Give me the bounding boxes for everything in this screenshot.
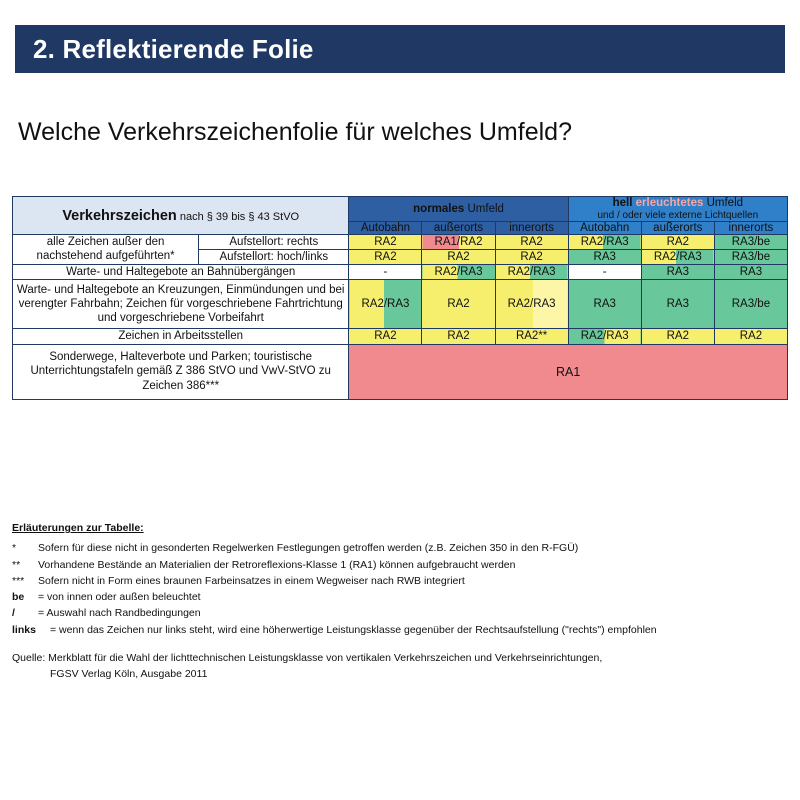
page-title: 2. Reflektierende Folie — [33, 33, 314, 64]
cell-r3-c4: - — [568, 264, 641, 279]
cell-r5-c6: RA2 — [714, 329, 787, 344]
sub-label-high-left: Aufstellort: hoch/links — [199, 249, 349, 264]
group-bright-thin: Umfeld — [703, 197, 744, 209]
cell-r3-c6: RA3 — [714, 264, 787, 279]
corner-subtitle: nach § 39 bis § 43 StVO — [176, 210, 300, 223]
table-row — [13, 344, 788, 399]
note-item — [12, 622, 792, 638]
note-item — [12, 573, 792, 589]
note-mark: links — [12, 623, 36, 636]
cell-r1-c5: RA2 — [641, 235, 714, 250]
col-header-ausserorts-normal: außerorts — [422, 222, 495, 235]
cell-r3-c3: RA2/RA3 — [495, 264, 568, 279]
group-normal-bold: normales — [413, 203, 465, 216]
col-header-innerorts-bright: innerorts — [714, 222, 787, 235]
col-header-ausserorts-bright: außerorts — [641, 222, 714, 235]
table-group-header-row — [13, 197, 788, 222]
row-label-all-signs: alle Zeichen außer den nachstehend aufgeführten* — [13, 235, 199, 265]
group-bright-sub: und / oder viele externe Lichtquellen — [597, 209, 759, 221]
cell-r5-c5: RA2 — [641, 329, 714, 344]
row-label-arbeitsstellen: Zeichen in Arbeitsstellen — [13, 329, 349, 344]
cell-r2-c2: RA2 — [422, 249, 495, 264]
cell-r4-c2: RA2 — [422, 280, 495, 329]
cell-r4-c3: RA2/RA3 — [495, 280, 568, 329]
cell-r3-c2: RA2/RA3 — [422, 264, 495, 279]
note-mark: * — [12, 542, 17, 555]
table-row — [13, 235, 788, 250]
cell-r4-c6: RA3/be — [714, 280, 787, 329]
note-text: = von innen oder außen beleuchtet — [38, 591, 201, 604]
cell-r1-c2: RA1/RA2 — [422, 235, 495, 250]
sub-label-right: Aufstellort: rechts — [199, 235, 349, 250]
cell-r2-c6: RA3/be — [714, 249, 787, 264]
col-header-autobahn-bright: Autobahn — [568, 222, 641, 235]
note-item — [12, 589, 792, 605]
cell-r2-c3: RA2 — [495, 249, 568, 264]
group-normal-thin: Umfeld — [464, 203, 504, 216]
cell-r2-c1: RA2 — [349, 249, 422, 264]
table-row — [13, 264, 788, 279]
row-label-sonderwege: Sonderwege, Halteverbote und Parken; touristische Unterrichtungstafeln gemäß Z 386 StVO und VwV-StVO zu Zeichen 386*** — [13, 344, 349, 399]
cell-r1-c6: RA3/be — [714, 235, 787, 250]
note-mark: ** — [12, 558, 21, 571]
cell-r3-c5: RA3 — [641, 264, 714, 279]
table-corner-header — [13, 197, 349, 235]
note-mark: / — [12, 607, 15, 620]
cell-r4-c4: RA3 — [568, 280, 641, 329]
row-label-bahnuebergaenge: Warte- und Haltegebote an Bahnübergängen — [13, 264, 349, 279]
cell-r1-c3: RA2 — [495, 235, 568, 250]
title-band — [15, 25, 785, 73]
cell-r4-c5: RA3 — [641, 280, 714, 329]
corner-title: Verkehrszeichen — [62, 207, 177, 224]
note-text: = Auswahl nach Randbedingungen — [38, 607, 201, 620]
notes-heading: Erläuterungen zur Tabelle: — [12, 522, 144, 534]
group-header-normal — [349, 197, 568, 222]
cell-r6-merged: RA1 — [349, 344, 788, 399]
note-text: Sofern für diese nicht in gesonderten Regelwerken Festlegungen getroffen werden (z.B. Zeichen 350 in den R-FGÜ) — [38, 542, 579, 555]
group-header-bright — [568, 197, 787, 222]
note-text: Vorhandene Bestände an Materialien der Retroreflexions-Klasse 1 (RA1) können aufgebraucht werden — [38, 558, 516, 571]
group-bright-bold: hell — [612, 197, 633, 209]
cell-r2-c4: RA3 — [568, 249, 641, 264]
cell-r1-c1: RA2 — [349, 235, 422, 250]
table-row — [13, 329, 788, 344]
table-notes — [12, 520, 792, 682]
col-header-innerorts-normal: innerorts — [495, 222, 568, 235]
cell-r5-c3: RA2** — [495, 329, 568, 344]
cell-r2-c5: RA2/RA3 — [641, 249, 714, 264]
note-item — [12, 557, 792, 573]
group-bright-red: erleuchtetes — [632, 197, 704, 209]
source-line-2: FGSV Verlag Köln, Ausgabe 2011 — [50, 667, 208, 680]
note-text: = wenn das Zeichen nur links steht, wird eine höherwertige Leistungsklasse gegenüber der Rechtsaufstellung ("rechts") empfohlen — [50, 623, 657, 636]
note-item — [12, 605, 792, 621]
cell-r1-c4: RA2/RA3 — [568, 235, 641, 250]
note-text: Sofern nicht in Form eines braunen Farbeinsatzes in einem Wegweiser nach RWB integriert — [38, 574, 465, 587]
page-subtitle: Welche Verkehrszeichenfolie für welches Umfeld? — [18, 118, 572, 146]
note-mark: be — [12, 591, 25, 604]
cell-r4-c1: RA2/RA3 — [349, 280, 422, 329]
col-header-autobahn-normal: Autobahn — [349, 222, 422, 235]
row-label-kreuzungen: Warte- und Haltegebote an Kreuzungen, Einmündungen und bei verengter Fahrbahn; Zeichen für vorgeschriebene Fahrtrichtung und vorgeschriebene Vorbeifahrt — [13, 280, 349, 329]
cell-r5-c1: RA2 — [349, 329, 422, 344]
note-mark: *** — [12, 574, 25, 587]
cell-r5-c2: RA2 — [422, 329, 495, 344]
cell-r5-c4: RA2/RA3 — [568, 329, 641, 344]
foil-selection-table — [12, 196, 788, 400]
source-line-1: Quelle: Merkblatt für die Wahl der lichttechnischen Leistungsklasse von vertikalen Verkehrszeichen und Verkehrseinrichtungen, — [12, 651, 603, 664]
note-item — [12, 540, 792, 556]
cell-r3-c1: - — [349, 264, 422, 279]
source-note — [12, 651, 792, 683]
table-row — [13, 280, 788, 329]
